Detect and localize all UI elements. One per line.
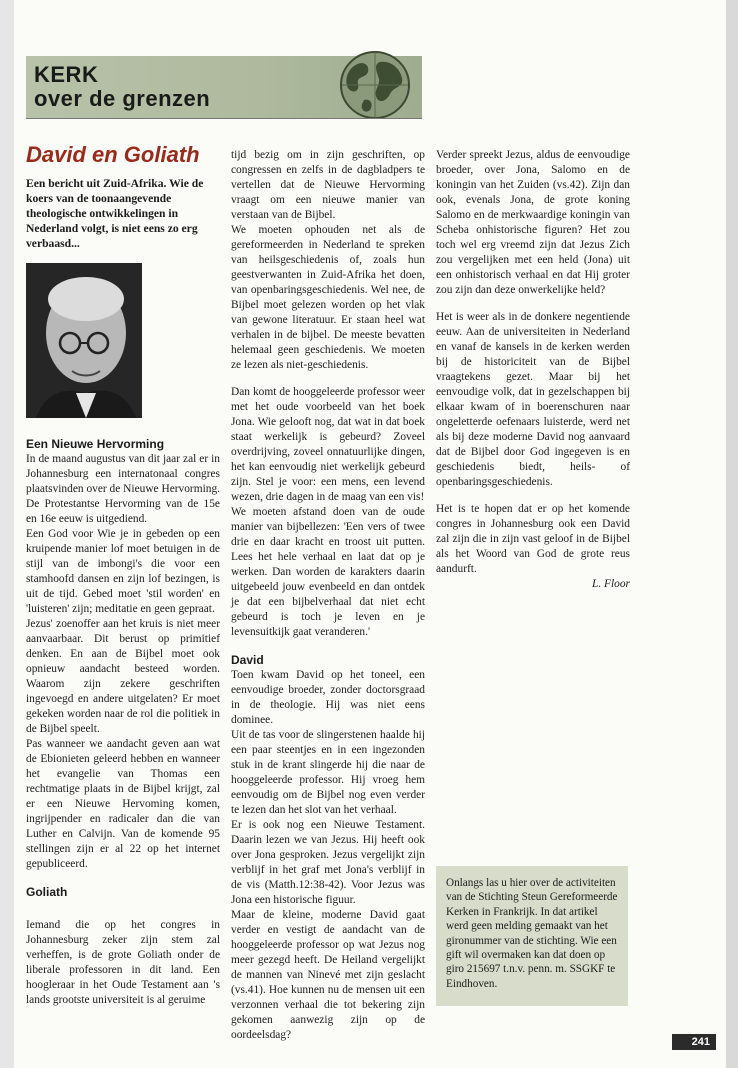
section-heading-hervorming: Een Nieuwe Hervorming	[26, 437, 165, 451]
banner-title-line1: KERK	[34, 62, 99, 87]
paragraph: Dan komt de hooggeleerde professor weer met het oude voorbeeld van het boek Jona. Wie gelooft nog, dat wat in dat boek staat werkelijk is gebeurd? Zoveel overdrijving, zoveel onnatuurlijke dingen, het kan eenvoudig niet werkelijk gebeurd zijn. Stel je voor: een mens, een levend wezen, drie dagen in de maag van een vis!	[231, 386, 425, 503]
spacer	[26, 872, 220, 884]
paragraph: Verder spreekt Jezus, aldus de eenvoudige broeder, over Jona, Salomo en de koningin van het Zuiden (vs.42). Zijn dan ook, evenals Jona, de grote koning Salomo en de merkwaardige koningin van Scheba onhistorische figuren? Het zou toch wel erg vreemd zijn dat Jezus Zich zou vergelijken met een held (Jona) uit een onhistorisch verhaal en dat Hij groter zou zijn dan deze onwerkelijke held?	[436, 149, 630, 296]
notice-box	[436, 866, 628, 1006]
article-intro: Een bericht uit Zuid-Afrika. Wie de koers van de toonaangevende theologische ontwikkelingen in Nederland volgt, is niet eens zo erg verbaasd...	[26, 177, 204, 250]
spacer	[231, 373, 425, 385]
paragraph: Pas wanneer we aandacht geven aan wat de Ebionieten geleerd hebben en wanneer het evangelie van Thomas een rechtmatige plaats in de Bijbel krijgt, zal er een Nieuwe Hervoming komen, ingrijpender en radicaler dan die van Luther en Calvijn. Van de komende 95 stellingen zijn er al 22 op het internet gepubliceerd.	[26, 738, 220, 870]
spacer	[436, 490, 630, 502]
paragraph: Een God voor Wie je in gebeden op een kruipende manier lof moet betuigen in de stijl van de imbongi's die voor een stamhoofd dansen en zijn lof bezingen, is uit de tijd. Gebed moet 'stil worden' en 'luisteren' zijn; meditatie en geen gepraat.	[26, 528, 220, 615]
section-heading-goliath: Goliath	[26, 885, 68, 899]
section-heading-david: David	[231, 653, 264, 667]
paragraph: Jezus' zoenoffer aan het kruis is niet meer aanvaarbaar. Dit berust op primitief denken. En aan de Bijbel moet ook opnieuw aandacht besteed worden. Waarom zijn zekere geschriften ingevoegd en andere uitgelaten? Er moet gekeken worden naar de rol die politiek in de Bijbel speelt.	[26, 618, 220, 735]
paragraph: We moeten ophouden net als de gereformeerden in Nederland te spreken van heilsgeschiedenis of, zoals hun geestverwanten in Zuid-Afrika het doen, van openbaringsgeschiedenis. Wel nee, de Bijbel moet gelezen worden op het vlak van gewone literatuur. Er staan heel wat verhalen in de bijbel. De meeste bevatten helemaal geen geschiedenis. We moeten ze lezen als niet-geschiedenis.	[231, 224, 425, 371]
paragraph: Toen kwam David op het toneel, een eenvoudige broeder, zonder doctorsgraad in de theologie. Hij was niet eens dominee.	[231, 669, 425, 726]
banner-title-line2: over de grenzen	[34, 86, 211, 111]
globe-icon	[334, 48, 416, 122]
article-column-1	[26, 140, 220, 900]
notice-text: Onlangs las u hier over de activiteiten van de Stichting Steun Gereformeerde Kerken in Frankrijk. In dat artikel werd geen melding gemaakt van het gironummer van de stichting. Wie een gift wil overmaken kan dat doen op giro 215697 t.n.v. penn. m. SSGKF te Eindhoven.	[446, 877, 618, 990]
paragraph: Maar de kleine, moderne David gaat verder en vestigt de aandacht van de hooggeleerde professor op wat Jezus nog meer gezegd heeft. De Heiland vergelijkt de mannen van Ninevé met zijn geslacht (vs.41). Hoe kunnen nu de mensen uit een verzonnen verhaal die tot bekering zijn gekomen aanwezig zijn op de oordeelsdag?	[231, 909, 425, 1041]
page-number: 241	[672, 1034, 716, 1050]
author-signature: L. Floor	[592, 578, 630, 590]
spacer	[436, 298, 630, 310]
page-left-edge	[0, 0, 14, 1068]
paragraph: Iemand die op het congres in Johannesburg zeker zijn stem zal verheffen, is de grote Goliath onder de liberale professoren in dit land. Een hoogleraar in het Oude Testament aan 's lands grootste universiteit is al geruime	[26, 919, 220, 1006]
paragraph-continued: tijd bezig om in zijn geschriften, op congressen en zelfs in de dagbladpers te vertellen dat de Nieuwe Hervorming vraagt om een nieuwe manier van verstaan van de Bijbel.	[231, 149, 425, 221]
paragraph: Er is ook nog een Nieuwe Testament. Daarin lezen we van Jezus. Hij heeft ook over Jona gesproken. Jezus vergelijkt zijn verblijf in het graf met Jona's verblijf in de vis (Matth.12:38-42). Voor Jezus was Jona een historische figuur.	[231, 819, 425, 906]
author-portrait-photo	[26, 263, 142, 418]
paragraph: In de maand augustus van dit jaar zal er in Johannesburg een internatonaal congres plaatsvinden over de Nieuwe Hervorming. De Protestantse Hervorming van de 15e en 16e eeuw is uitgediend.	[26, 453, 220, 525]
paragraph: Uit de tas voor de slingerstenen haalde hij een paar steentjes en in een ingezonden stuk in de krant slingerde hij die naar de hooggeleerde professor. Hij vroeg hem eenvoudig om de Bijbel nog even verder te lezen dan het slot van het verhaal.	[231, 729, 425, 816]
paragraph: Het is te hopen dat er op het komende congres in Johannesburg ook een David zal zijn die in zijn vast geloof in de Bijbel als het Woord van God de grote reus aandurft.	[436, 503, 630, 575]
spacer	[231, 640, 425, 652]
article-column-3	[436, 148, 630, 592]
article-column-2	[231, 148, 425, 1043]
article-title: David en Goliath	[26, 142, 200, 167]
article-column-1-continued	[26, 918, 220, 1008]
banner-rule	[26, 118, 422, 119]
paragraph: We moeten afstand doen van de oude manier van bijbellezen: 'Een vers of twee drie en daar kracht en troost uit putten. Lees het hele verhaal en laat dat op je werken. Dan worden de karakters daarin uitgebeeld jouw evenbeeld en dan ontdek je dat een bijbelverhaal dat niet echt gebeurd is toch je leven en je levensuitkijk gaat veranderen.'	[231, 506, 425, 638]
paragraph: Het is weer als in de donkere negentiende eeuw. Aan de universiteiten in Nederland en vanaf de kansels in de kerken werden bij de historiciteit van de Bijbel vraagtekens gezet. Maar bij het eenvoudige volk, dat in gezelschappen bij elkaar kwam of in boerenschuren naar ongeletterde oefenaars luisterde, werd net als bij deze moderne David nog aanvaard dat de Bijbel door God ingegeven is en geschiedenis biedt, heils- of openbaringsgeschiedenis.	[436, 311, 630, 488]
